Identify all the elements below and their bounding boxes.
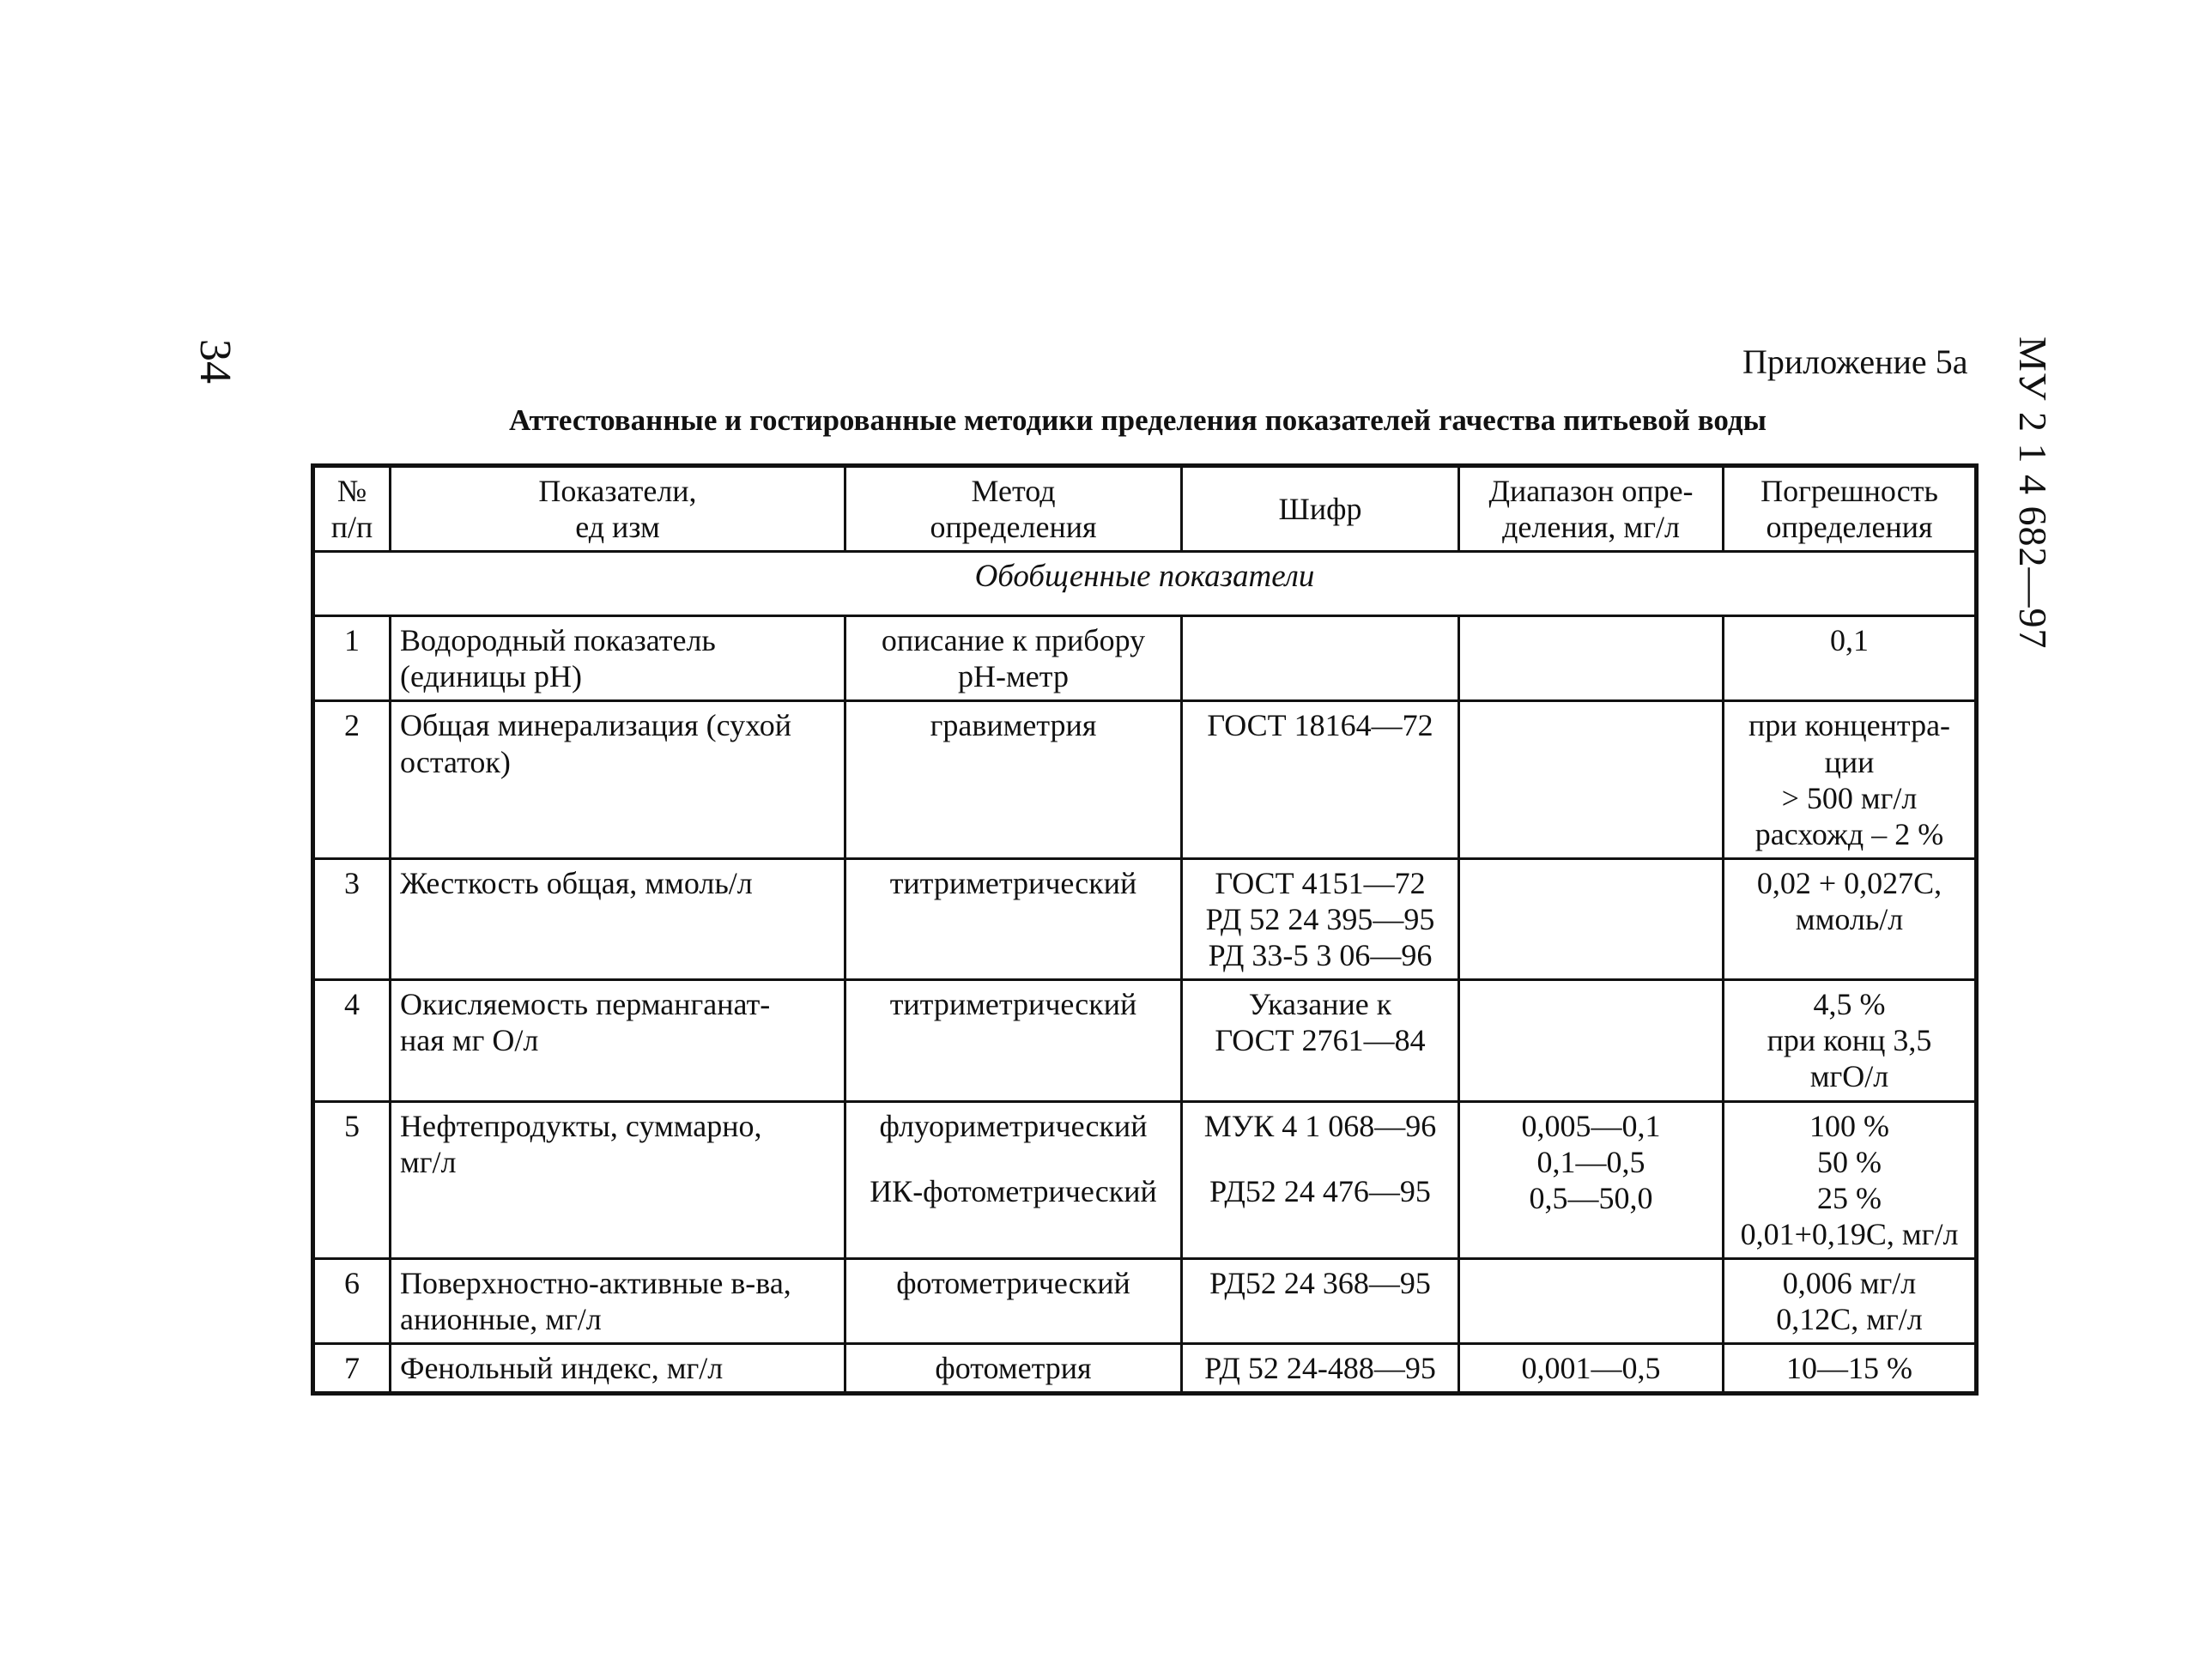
cell-range-line: 0,1—0,5 [1536, 1144, 1645, 1179]
cell-indicator [391, 1258, 845, 1343]
page-number: 34 [191, 339, 239, 384]
cell-method [845, 1101, 1182, 1258]
cell-method [845, 858, 1182, 979]
cell-method-line: ИК-фотометрический [870, 1173, 1157, 1208]
cell-error [1724, 980, 1977, 1101]
cell-method-line: гравиметрия [930, 708, 1097, 743]
document-code: МУ 2 1 4 682—97 [2011, 336, 2055, 650]
cell-code-line: ГОСТ 4151—72 [1215, 865, 1426, 900]
cell-error [1724, 701, 1977, 858]
table-row [313, 1258, 1977, 1343]
cell-code [1182, 1101, 1459, 1258]
cell-error-line: 0,01+0,19С, мг/л [1740, 1216, 1959, 1251]
cell-error-line: 0,02 + 0,027С, [1756, 865, 1942, 900]
cell-code-line: Указание к [1248, 987, 1392, 1022]
cell-indicator-line: Фенольный индекс, мг/л [400, 1351, 724, 1386]
cell-error-line: 0,12С, мг/л [1776, 1302, 1923, 1337]
cell-indicator-line: анионные, мг/л [400, 1302, 602, 1337]
header-error: Погрешность определения [1724, 466, 1977, 552]
cell-range [1459, 1344, 1724, 1394]
cell-error-line: ции [1824, 744, 1875, 779]
cell-range-line: 0,001—0,5 [1521, 1351, 1661, 1386]
cell-error [1724, 616, 1977, 701]
cell-indicator-line: Общая минерализация (сухой [400, 708, 792, 743]
cell-error-line: мгО/л [1809, 1059, 1889, 1094]
table-row [313, 701, 1977, 858]
header-code: Шифр [1182, 466, 1459, 552]
cell-code-line: ГОСТ 18164—72 [1207, 708, 1433, 743]
cell-range [1459, 980, 1724, 1101]
cell-error-line: 0,006 мг/л [1782, 1265, 1917, 1300]
cell-code [1182, 1344, 1459, 1394]
cell-method-line: описание к прибору [881, 623, 1146, 658]
cell-num: 1 [313, 616, 391, 701]
cell-method-line: флуориметрический [879, 1108, 1148, 1143]
cell-error [1724, 858, 1977, 979]
cell-indicator-line: Окисляемость перманганат- [400, 987, 771, 1022]
cell-indicator-line: остаток) [400, 744, 511, 779]
cell-num: 7 [313, 1344, 391, 1394]
cell-code [1182, 1258, 1459, 1343]
cell-range-line: 0,5—50,0 [1529, 1180, 1653, 1215]
cell-error [1724, 1344, 1977, 1394]
cell-indicator [391, 858, 845, 979]
cell-indicator [391, 616, 845, 701]
cell-code [1182, 858, 1459, 979]
cell-error-line: расхожд – 2 % [1754, 816, 1944, 851]
cell-num: 5 [313, 1101, 391, 1258]
cell-error-line: 4,5 % [1813, 987, 1886, 1022]
cell-error-line: 10—15 % [1786, 1351, 1912, 1386]
cell-range [1459, 1101, 1724, 1258]
cell-code-line: РД 33-5 3 06—96 [1208, 938, 1433, 973]
cell-method-line: титриметрический [889, 987, 1137, 1022]
cell-range [1459, 616, 1724, 701]
cell-method-line: титриметрический [889, 865, 1137, 900]
cell-method-line: фотометрический [896, 1265, 1130, 1300]
cell-method-line: рН-метр [958, 659, 1069, 694]
cell-error-line: 50 % [1817, 1144, 1882, 1179]
cell-indicator-line: Жесткость общая, ммоль/л [400, 865, 753, 900]
cell-method-line: фотометрия [935, 1351, 1092, 1386]
cell-indicator [391, 1344, 845, 1394]
cell-method [845, 1344, 1182, 1394]
cell-error-line: при концентра- [1748, 708, 1951, 743]
cell-error-line: 25 % [1817, 1180, 1882, 1215]
cell-indicator [391, 701, 845, 858]
header-method: Метод определения [845, 466, 1182, 552]
table-row [313, 980, 1977, 1101]
cell-indicator-line: ная мг О/л [400, 1023, 539, 1058]
table-header-row [313, 466, 1977, 552]
cell-code [1182, 701, 1459, 858]
cell-code-line: РД52 24 368—95 [1209, 1265, 1431, 1300]
cell-error-line: 100 % [1809, 1108, 1889, 1143]
cell-method [845, 701, 1182, 858]
cell-num: 4 [313, 980, 391, 1101]
cell-range [1459, 858, 1724, 979]
header-range: Диапазон опре- деления, мг/л [1459, 466, 1724, 552]
cell-error-line: при конц 3,5 [1767, 1023, 1932, 1058]
table-row [313, 1101, 1977, 1258]
header-indicator: Показатели, ед изм [391, 466, 845, 552]
cell-error-line: ммоль/л [1795, 901, 1904, 936]
cell-indicator [391, 980, 845, 1101]
cell-code-line: РД52 24 476—95 [1209, 1173, 1431, 1208]
cell-indicator-line: мг/л [400, 1144, 457, 1179]
cell-method [845, 1258, 1182, 1343]
table-row [313, 858, 1977, 979]
cell-method [845, 980, 1182, 1101]
section-title: Обобщенные показатели [313, 552, 1977, 616]
section-row [313, 552, 1977, 616]
cell-code-line: МУК 4 1 068—96 [1203, 1108, 1437, 1143]
cell-num: 2 [313, 701, 391, 858]
cell-error-line: > 500 мг/л [1781, 780, 1918, 815]
cell-range-line: 0,005—0,1 [1521, 1108, 1661, 1143]
cell-code-line: ГОСТ 2761—84 [1215, 1023, 1426, 1058]
cell-indicator-line: Поверхностно-активные в-ва, [400, 1265, 791, 1300]
cell-indicator-line: (единицы рН) [400, 659, 583, 694]
cell-error [1724, 1258, 1977, 1343]
appendix-label: Приложение 5а [1742, 342, 1968, 381]
header-num: № п/п [313, 466, 391, 552]
cell-code-line [1191, 1144, 1449, 1173]
cell-indicator [391, 1101, 845, 1258]
table-row [313, 616, 1977, 701]
cell-code-line: РД 52 24-488—95 [1204, 1351, 1436, 1386]
cell-method [845, 616, 1182, 701]
cell-indicator-line: Водородный показатель [400, 623, 716, 658]
cell-num: 3 [313, 858, 391, 979]
table-row [313, 1344, 1977, 1394]
cell-error-line: 0,1 [1830, 623, 1869, 658]
cell-code-line: РД 52 24 395—95 [1205, 901, 1435, 936]
cell-code [1182, 616, 1459, 701]
cell-range [1459, 701, 1724, 858]
cell-indicator-line: Нефтепродукты, суммарно, [400, 1108, 762, 1143]
methods-table [311, 463, 1979, 1396]
cell-code [1182, 980, 1459, 1101]
table-title: Аттестованные и гостированные методики пределения показателей rачества питьевой воды [509, 403, 1767, 437]
cell-num: 6 [313, 1258, 391, 1343]
cell-range [1459, 1258, 1724, 1343]
cell-error [1724, 1101, 1977, 1258]
cell-method-line [855, 1144, 1172, 1173]
